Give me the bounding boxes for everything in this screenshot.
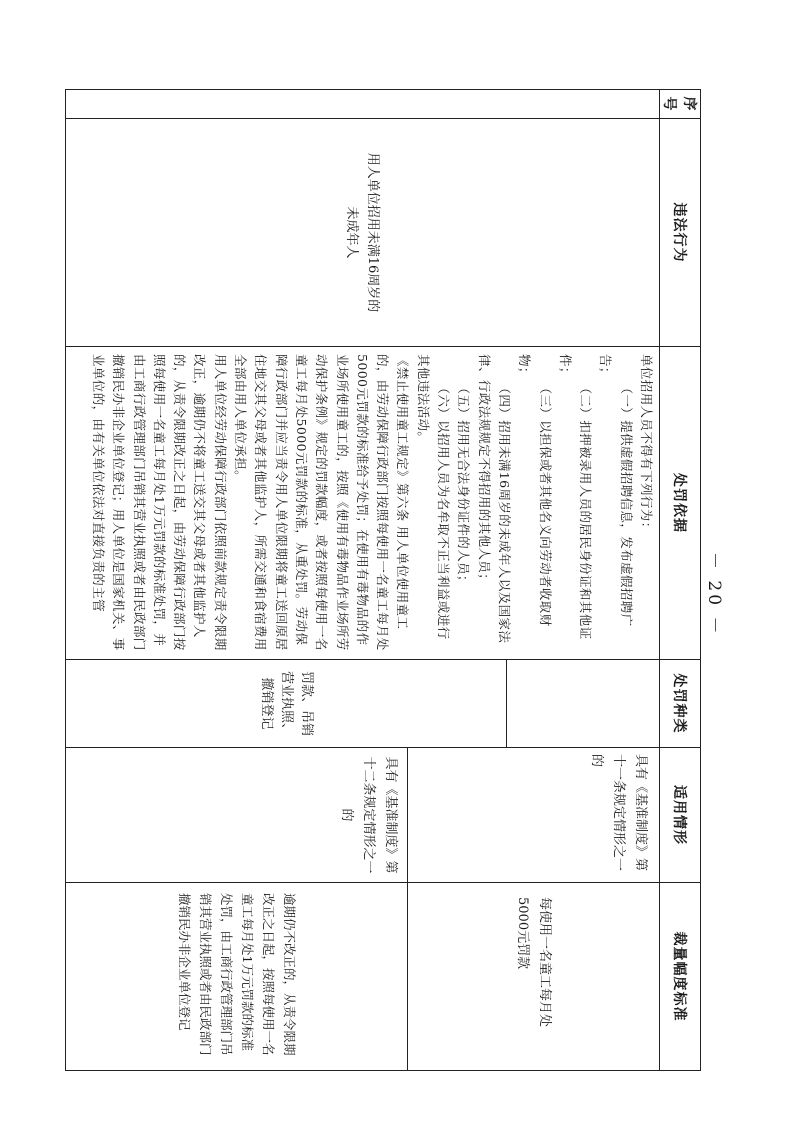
cell-circumstances	[66, 748, 660, 883]
basis-line: （二）扣押被录用人员的居民身份证和其他证件；	[557, 354, 594, 640]
penalty-type-text: 罚款、吊销营业执照、撤销登记	[259, 670, 314, 736]
penalty-standard-table	[65, 89, 701, 1071]
page-number-text: － 20 －	[704, 552, 724, 637]
basis-line: （一）提供虚假招聘信息，发布虚假招聘广告；	[598, 354, 634, 627]
header-violation: 违法行为	[660, 119, 701, 347]
basis-line: 单位招用人员不得有下列行为：	[639, 354, 654, 535]
basis-text	[85, 347, 659, 659]
rotated-page	[90, 89, 701, 1070]
circumstance-2: 具有《基准制度》第十二条规定情形之一的	[339, 756, 398, 874]
penalty-type-top-blank	[507, 660, 659, 747]
basis-line: （六）以招用人员为名牟取不正当利益或进行其他违法活动。	[415, 354, 452, 640]
standard-2: 逾期仍不改正的，从责令限期改正之日起，按照每使用一名童工每月处1万元罚款的标准处罚，由工商行政管理部门吊销其营业执照或者由民政部门撤销民办非企业单位登记	[177, 893, 297, 1056]
header-circumstances: 适用情形	[660, 748, 701, 883]
basis-line: 用人单位经劳动保障行政部门依照前款规定责令限期改正，逾期仍不将童工送交其父母或者其他监护人的，从责令限期改正之日起，由劳动保障行政部门按照每使用一名童工每月处1万元罚款的标准处罚，并由工商行政管理部门吊销其营业执照或者由民政部门撤销民办非企业单位登记；用人单位是国家机关、事业单位的，由有关单位依法对直接负责的主管	[90, 354, 228, 651]
cell-penalty-type	[66, 660, 660, 748]
cell-basis	[66, 347, 660, 660]
seq-value	[651, 90, 659, 118]
circumstance-1: 具有《基准制度》第十一条规定情形之一的	[589, 754, 648, 872]
basis-line: （四）招用未满16周岁的未成年人以及国家法律、行政法规规定不得招用的其他人员；	[476, 354, 512, 644]
basis-line: 《禁止使用童工规定》第六条 用人单位使用童工的，由劳动保障行政部门按照每使用一名童工每月处5000元罚款的标准给予处罚；在使用有毒物品的作业场所使用童工的，按照《使用有毒物品作业场所劳动保护条例》规定的罚款幅度，或者按照每使用一名童工每月处5000元罚款的标准，从重处罚。劳动保障行政部门并应当责令用人单位限期将童工送回原居住地交其父母或者其他监护人，所需交通和食宿费用全部由用人单位承担。	[233, 354, 411, 651]
header-standard: 裁量幅度标准	[660, 883, 701, 1071]
page-number	[703, 552, 733, 672]
table-row	[66, 90, 660, 1071]
basis-line: （五）招用无合法身份证件的人员；	[456, 381, 472, 588]
table-header-row	[660, 90, 701, 1071]
header-basis: 处罚依据	[660, 347, 701, 660]
basis-line: （三）以担保或者其他名义向劳动者收取财物；	[517, 354, 553, 627]
cell-standard	[66, 883, 660, 1071]
header-penalty-type: 处罚种类	[660, 660, 701, 748]
violation-text: 用人单位招用未满16周岁的未成年人	[344, 152, 381, 313]
cell-violation	[66, 119, 660, 347]
header-seq: 序号	[660, 90, 701, 119]
standard-1: 每使用一名童工每月处5000元罚款	[515, 897, 553, 1028]
cell-seq	[66, 90, 660, 119]
penalty-table-sheet	[90, 89, 701, 1070]
